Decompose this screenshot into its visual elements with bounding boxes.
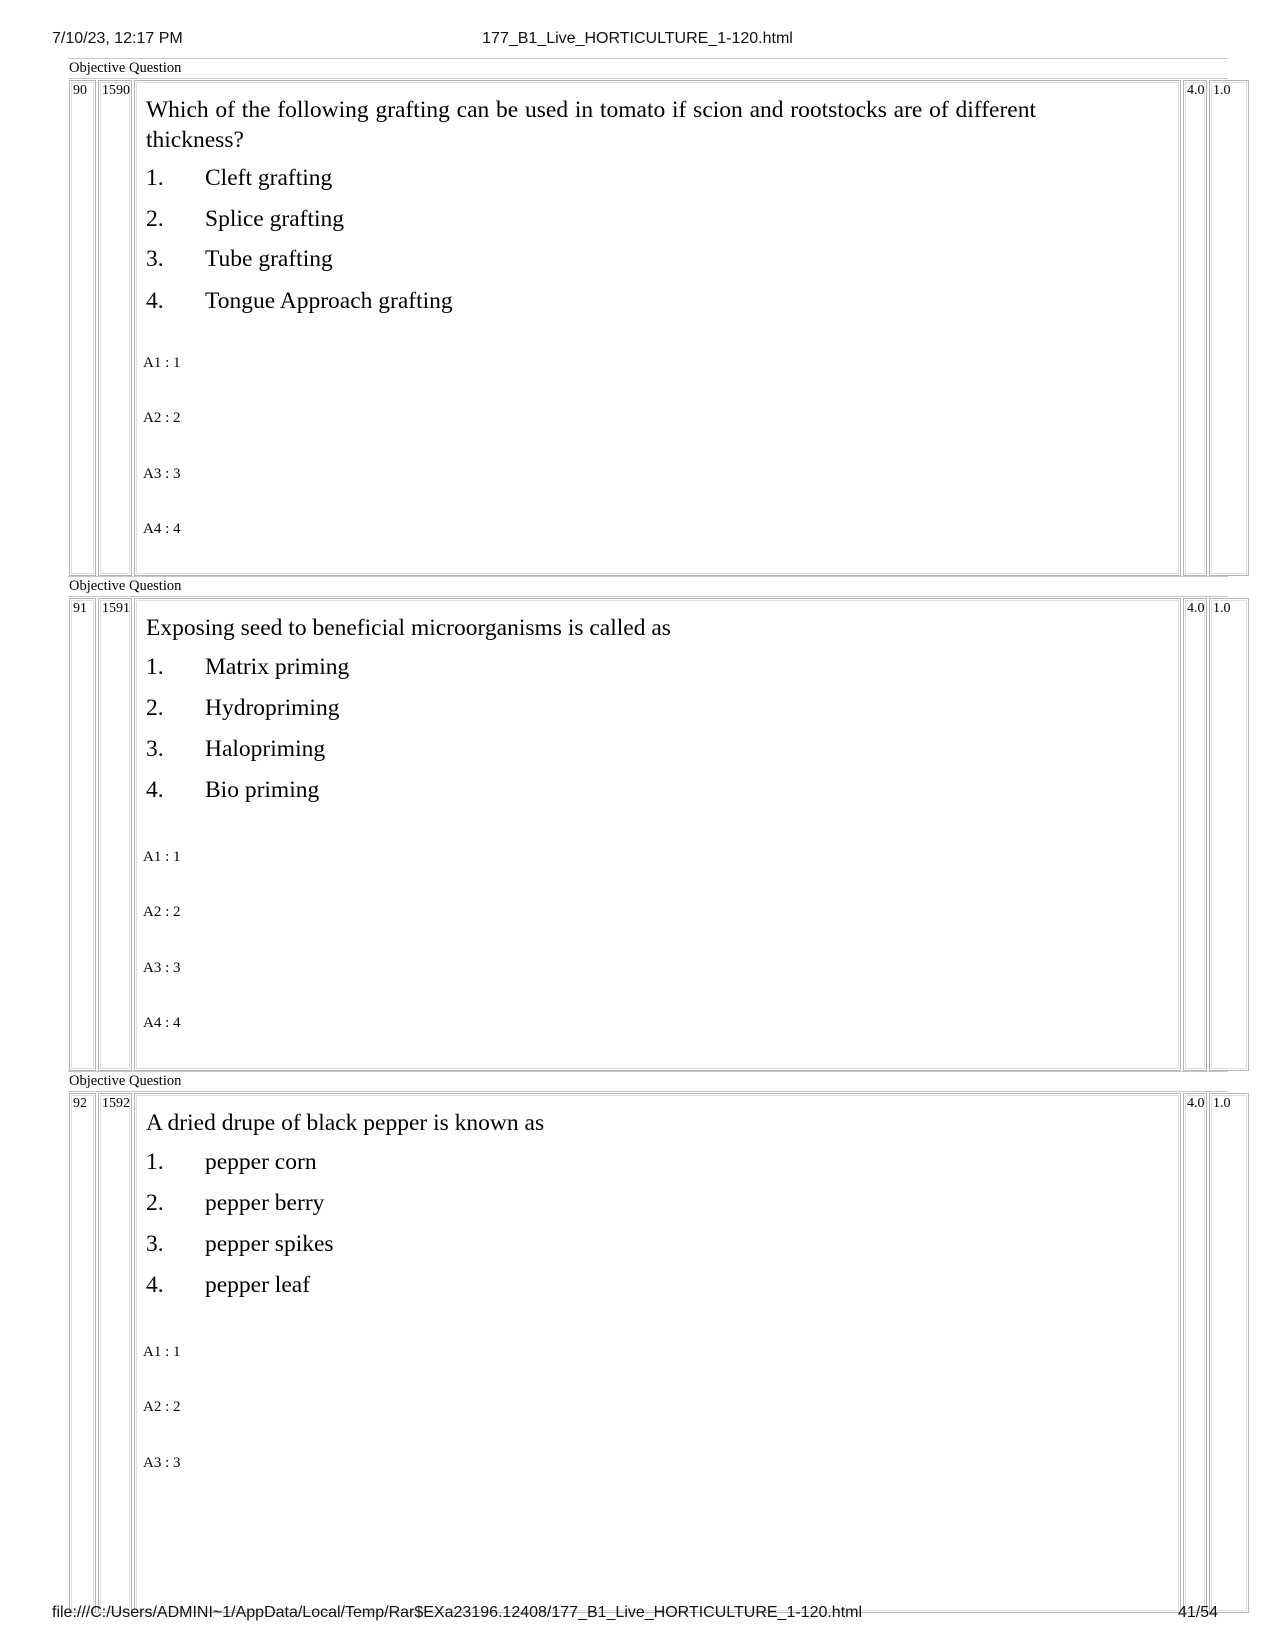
answer-line: A2 : 2 [143,1399,181,1415]
question-id-cell [98,598,132,1071]
answer-line: A2 : 2 [143,410,181,426]
question-text: A dried drupe of black pepper is known as [146,1110,545,1136]
file-path: file:///C:/Users/ADMINI~1/AppData/Local/Temp/Rar$EXa23196.12408/177_B1_Live_HORTICULTURE_1-120.html [52,1604,863,1621]
marks-cell [1183,80,1207,576]
negative-marks-cell [1209,1093,1249,1613]
answer-line: A3 : 3 [143,466,181,482]
negative-marks-value: 1.0 [1213,1096,1231,1111]
question-type-label: Objective Question [69,1073,182,1089]
marks-value: 4.0 [1187,1096,1205,1111]
negative-marks-cell [1209,598,1249,1071]
marks-value: 4.0 [1187,601,1205,616]
answer-line: A4 : 4 [143,521,181,537]
question-number-cell [69,1093,96,1613]
question-text: Exposing seed to beneficial microorganisms is called as [146,615,671,641]
answer-line: A4 : 4 [143,1015,181,1031]
negative-marks-value: 1.0 [1213,83,1231,98]
question-id: 1591 [102,601,130,616]
question-type-label: Objective Question [69,578,182,594]
question-number-cell [69,598,96,1071]
question-number: 91 [73,601,87,616]
question-id: 1590 [102,83,130,98]
question-block [68,1071,1231,1601]
question-id-cell [98,1093,132,1613]
question-id-cell [98,80,132,576]
question-number-cell [69,80,96,576]
question-number: 90 [73,83,87,98]
page-number: 41/54 [1177,1604,1218,1621]
print-date: 7/10/23, 12:17 PM [52,30,183,47]
document-title: 177_B1_Live_HORTICULTURE_1-120.html [482,30,793,47]
answer-line: A3 : 3 [143,960,181,976]
question-body: A dried drupe of black pepper is known as 1. pepper corn 2. pepper berry 3. pepper spikes 4. pepper leaf A1 : 1 A2 : 2 A3 : 3 [134,1093,1181,1613]
question-id: 1592 [102,1096,130,1111]
question-number: 92 [73,1096,87,1111]
question-body: Exposing seed to beneficial microorganisms is called as 1. Matrix priming 2. Hydropriming 3. Halopriming 4. Bio priming A1 : 1 A2 : 2 A3 : 3 A4 : 4 [134,598,1181,1071]
question-block [68,58,1231,576]
answer-line: A2 : 2 [143,904,181,920]
questions-container [68,58,1231,1592]
negative-marks-value: 1.0 [1213,601,1231,616]
answer-line: A1 : 1 [143,849,181,865]
answer-line: A1 : 1 [143,355,181,371]
question-block [68,576,1231,1071]
answer-line: A1 : 1 [143,1344,181,1360]
answer-line: A3 : 3 [143,1455,181,1471]
marks-cell [1183,598,1207,1071]
question-text: Which of the following grafting can be used in tomato if scion and rootstocks are of different thickness? [146,97,1036,153]
marks-value: 4.0 [1187,83,1205,98]
question-type-label: Objective Question [69,60,182,76]
marks-cell [1183,1093,1207,1613]
negative-marks-cell [1209,80,1249,576]
question-body: Which of the following grafting can be used in tomato if scion and rootstocks are of different thickness? 1. Cleft grafting 2. Splice grafting 3. Tube grafting 4. Tongue Approach grafting A1 : 1 A2 : 2 A3 : 3 A4 : 4 [134,80,1181,576]
